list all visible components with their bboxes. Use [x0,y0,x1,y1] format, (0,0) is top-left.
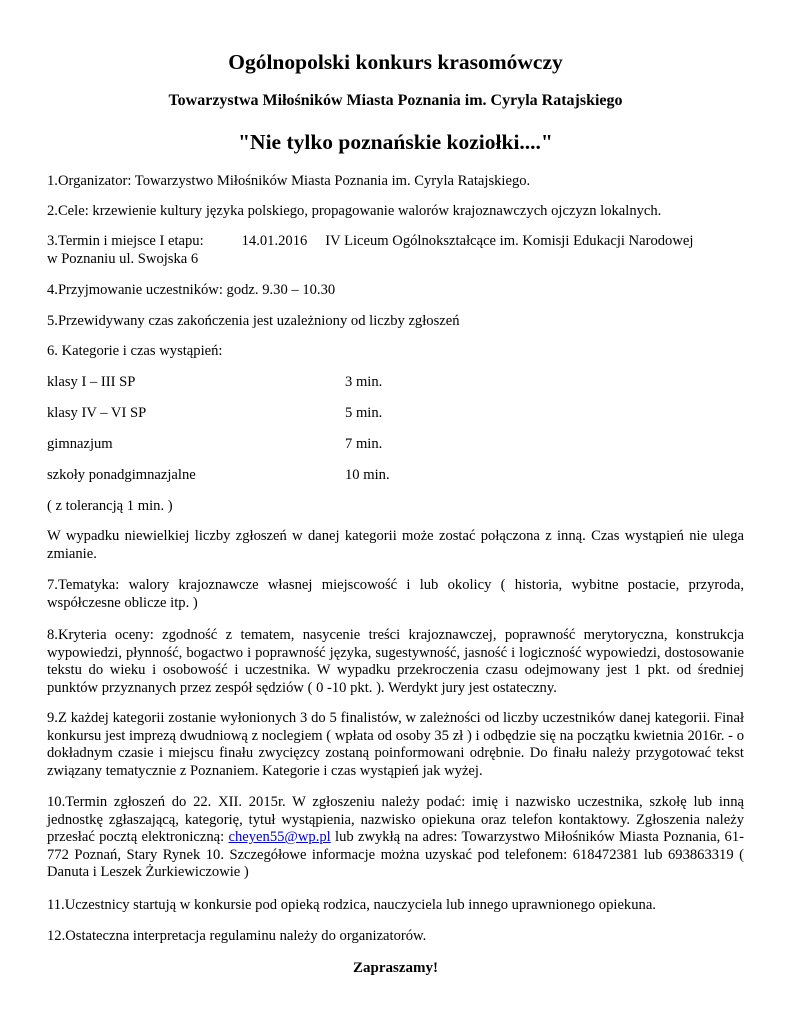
category-time: 10 min. [345,467,390,483]
point-criteria: 8.Kryteria oceny: zgodność z tematem, nasycenie treści krajoznawczej, poprawność merytoryczna, konstrukcja wypowiedzi, płynność, bogactwo i poprawność języka, sugestywność, jasność i logiczność wypowiedzi, dostosowanie tekstu do wieku i osobowość i uczestnika. W wypadku przekroczenia czasu odejmowany jest 1 pkt. od średniej punktów przyznanych przez zespół sędziów ( 0 -10 pkt. ). Werdykt jury jest ostateczny. [47,627,744,696]
category-name: klasy IV – VI SP [47,405,147,421]
point-organizer: 1.Organizator: Towarzystwo Miłośników Miasta Poznania im. Cyryla Ratajskiego. [47,173,531,189]
closing-invitation: Zapraszamy! [353,960,438,976]
point-goals: 2.Cele: krzewienie kultury języka polskiego, propagowanie walorów krajoznawczych ojczyzn lokalnych. [47,203,662,219]
point-end-time: 5.Przewidywany czas zakończenia jest uzależniony od liczby zgłoszeń [47,313,460,329]
application-text-before: 10.Termin zgłoszeń do 22. XII. 2015r. W zgłoszeniu należy podać: imię i nazwisko uczestnika, szkołę lub inną jednostkę zgłaszającą, kategorię, tytuł wystąpienia, nazwisko opiekuna oraz telefon kontaktowy. Zgłoszenia należy przesłać pocztą elektroniczną: [47,794,744,845]
point-interpretation: 12.Ostateczna interpretacja regulaminu należy do organizatorów. [47,928,427,944]
point-guardians: 11.Uczestnicy startują w konkursie pod opieką rodzica, nauczyciela lub innego uprawnionego opiekuna. [47,897,656,913]
point-application [47,794,744,882]
category-name: gimnazjum [47,436,113,452]
stage-place: IV Liceum Ogólnokształcące im. Komisji Edukacji Narodowej [325,233,694,249]
category-row [47,436,744,454]
category-row [47,374,744,392]
email-link[interactable]: cheyen55@wp.pl [228,829,331,845]
category-name: szkoły ponadgimnazjalne [47,467,196,483]
point-final: 9.Z każdej kategorii zostanie wyłonionych 3 do 5 finalistów, w zależności od liczby uczestników danej kategorii. Finał konkursu jest imprezą dwudniową z noclegiem ( wpłata od osoby 35 zł ) i odbędzie się na początku kwietnia 2016r. - o dokładnym czasie i miejscu finału zwycięzcy zostaną poinformowani odrębnie. Do finału należy przygotować tekst związany tematycznie z Poznaniem. Kategorie i czas wystąpień jak wyżej. [47,710,744,779]
application-text-after: lub zwykłą na adres: Towarzystwo Miłośników Miasta Poznania, 61-772 Poznań, Stary Rynek 10. Szczegółowe informacje można uzyskać pod telefonem: 618472381 lub 693863319 ( Danuta i Leszek Żurkiewiczowie ) [47,829,744,880]
time-tolerance: ( z tolerancją 1 min. ) [47,498,173,514]
point-categories: 6. Kategorie i czas wystąpień: [47,343,223,359]
point-date-place [47,233,744,268]
date-place-label: 3.Termin i miejsce I etapu: [47,233,204,249]
document-title: Ogólnopolski konkurs krasomówczy [228,50,563,74]
stage-date: 14.01.2016 [241,233,308,249]
category-time: 5 min. [345,405,383,421]
category-row [47,405,744,423]
point-registration-hours: 4.Przyjmowanie uczestników: godz. 9.30 – 10.30 [47,282,336,298]
category-row [47,467,744,485]
category-name: klasy I – III SP [47,374,136,390]
contest-motto: "Nie tylko poznańskie koziołki...." [238,130,553,154]
point-theme: 7.Tematyka: walory krajoznawcze własnej miejscowość i lub okolicy ( historia, wybitne postacie, przyroda, współczesne oblicze itp. ) [47,577,744,611]
category-time: 7 min. [345,436,383,452]
category-time: 3 min. [345,374,383,390]
category-merge-note: W wypadku niewielkiej liczby zgłoszeń w danej kategorii może zostać połączona z inną. Czas wystąpień nie ulega zmianie. [47,528,744,562]
document-subtitle: Towarzystwa Miłośników Miasta Poznania im. Cyryla Ratajskiego [168,92,623,109]
stage-address: w Poznaniu ul. Swojska 6 [47,250,199,267]
